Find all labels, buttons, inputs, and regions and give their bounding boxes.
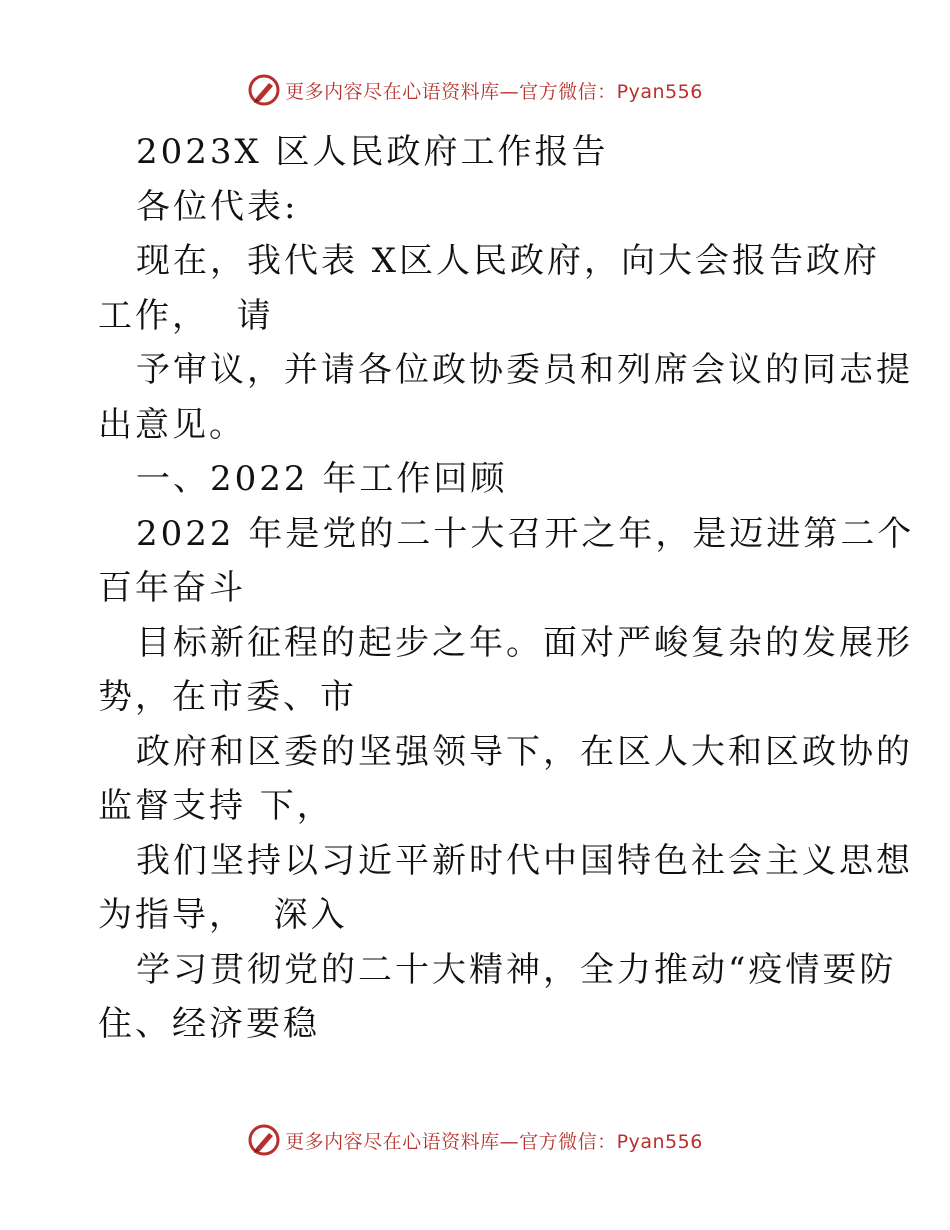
text-line: 百年奋斗: [98, 568, 246, 608]
text-line: 2023X 区人民政府工作报告: [136, 132, 609, 172]
text-line: 各位代表:: [136, 186, 299, 227]
text-line: 学习贯彻党的二十大精神，全力推动“疫情要防: [136, 949, 897, 990]
watermark-text: 更多内容尽在心语资料库—官方微信：Pyan556: [285, 80, 703, 103]
pen-logo-icon: [247, 73, 281, 107]
text-line: 出意见。: [98, 404, 246, 445]
text-line: 一、2022 年工作回顾: [136, 459, 508, 499]
text-line: 目标新征程的起步之年。面对严峻复杂的发展形: [136, 622, 913, 663]
text-line: 现在，我代表 X区人民政府，向大会报告政府: [136, 241, 881, 281]
watermark-footer: [0, 1120, 950, 1160]
text-line: 监督支持 下，: [98, 786, 334, 826]
document-body: [98, 125, 915, 1052]
text-line: 势，在市委、市: [98, 677, 357, 717]
text-line: 住、经济要稳: [98, 1004, 320, 1044]
text-line: 我们坚持以习近平新时代中国特色社会主义思想: [136, 840, 913, 881]
pen-logo-icon: [247, 1123, 281, 1157]
watermark-text: 更多内容尽在心语资料库—官方微信：Pyan556: [285, 1130, 703, 1153]
text-line: 为指导， 深入: [98, 895, 348, 935]
watermark-header: [0, 70, 950, 110]
text-line: 政府和区委的坚强领导下，在区人大和区政协的: [136, 731, 913, 772]
text-line: 2022 年是党的二十大召开之年，是迈进第二个: [136, 513, 915, 554]
text-line: 工作， 请: [98, 295, 274, 336]
text-line: 予审议，并请各位政协委员和列席会议的同志提: [136, 350, 913, 390]
